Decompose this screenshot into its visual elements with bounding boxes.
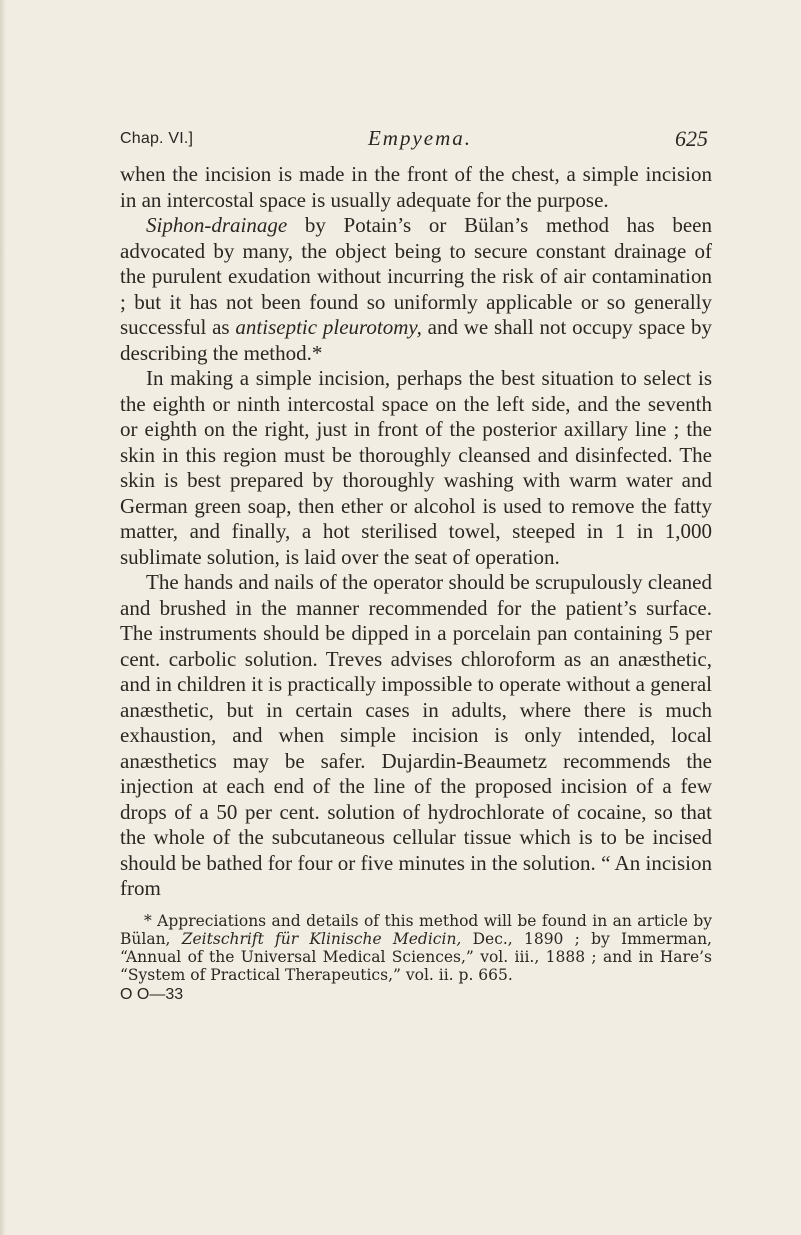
signature-mark: O O—33 xyxy=(120,986,184,1003)
text-run: by Potain’s or Bülan’s method has been advocated by many, the object being to secure constant drainage of the purulent exudation without incurring the risk of air contamination ; but it has not been found so uniformly applicable or so generally successful as xyxy=(120,213,712,339)
paragraph xyxy=(120,366,712,570)
running-title: Empyema. xyxy=(367,126,473,150)
page-edge xyxy=(0,0,6,1235)
running-header xyxy=(120,126,720,154)
italic-term: antiseptic pleurotomy, xyxy=(235,315,422,339)
text-run: when the incision is made in the front of the chest, a simple incision in an intercostal space is usually adequate for the purpose. xyxy=(120,162,712,212)
footnote xyxy=(120,912,712,984)
body-text xyxy=(120,162,712,902)
text-run: The hands and nails of the operator should be scrupulously cleaned and brushed in the manner recommended for the patient’s surface. The instruments should be dipped in a porcelain pan containing 5 per cent. carbolic solution. Treves advises chloroform as an anæsthetic, and in children it is practically impossible to operate without a general anæsthetic, but in certain cases in adults, where there is much exhaustion, and when simple incision is only intended, local anæsthetics may be safer. Dujardin-Beaumetz recommends the injection at each end of the line of the proposed incision of a few drops of a 50 per cent. solution of hydrochlorate of cocaine, so that the whole of the subcutaneous cellular tissue which is to be incised should be bathed for four or five minutes in the solution. “ An incision from xyxy=(120,570,712,900)
chapter-label: Chap. VI.] xyxy=(120,130,194,147)
paragraph xyxy=(120,162,712,213)
footnote-text: * Appreciations and details of this method will be found in an article by Bülan, xyxy=(120,912,712,948)
footnote-journal: Zeitschrift für Klinische Medicin, xyxy=(181,930,462,948)
footnote-text: Dec., 1890 ; by Immerman, “Annual of the Universal Medical Sciences,” vol. iii., 1888 ; and in Hare’s “System of Practical Therapeutics,” vol. ii. p. 665. xyxy=(120,930,712,984)
italic-term: Siphon-drainage xyxy=(146,213,288,237)
text-run: and we shall not occupy space by describing the method.* xyxy=(120,315,712,365)
paragraph xyxy=(120,213,712,366)
text-run: In making a simple incision, perhaps the best situation to select is the eighth or ninth intercostal space on the left side, and the seventh or eighth on the right, just in front of the posterior axillary line ; the skin in this region must be thoroughly cleansed and disinfected. The skin is best prepared by thoroughly washing with warm water and German green soap, then ether or alcohol is used to remove the fatty matter, and finally, a hot sterilised towel, steeped in 1 in 1,000 sublimate solution, is laid over the seat of operation. xyxy=(120,366,712,569)
paragraph xyxy=(120,570,712,902)
page-number: 625 xyxy=(675,126,708,151)
